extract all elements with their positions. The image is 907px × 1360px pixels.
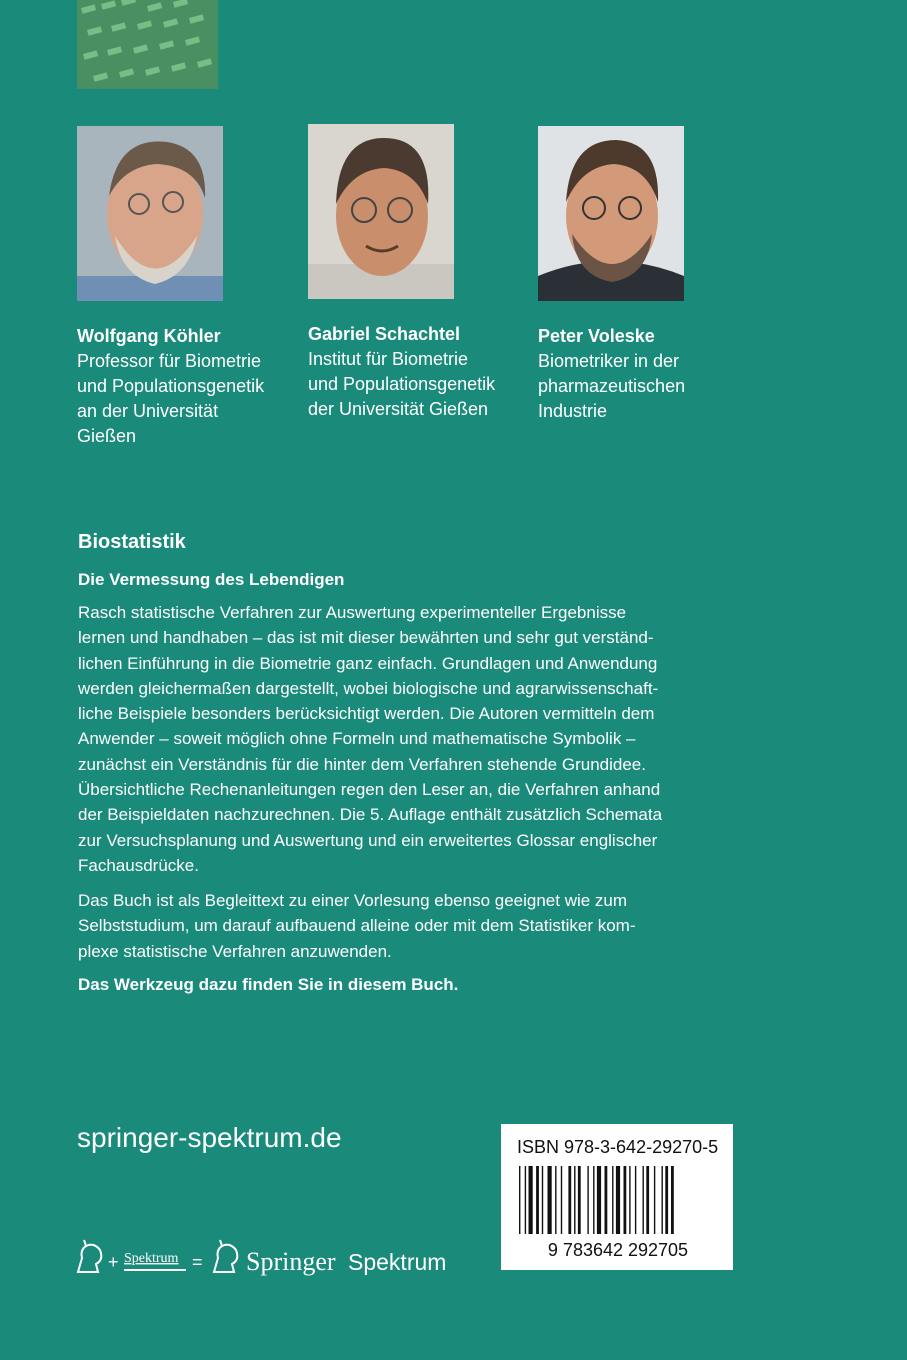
- book-tagline: Das Werkzeug dazu finden Sie in diesem Buch.: [78, 975, 459, 994]
- author-block-schachtel: [308, 322, 513, 422]
- author-affiliation: Institut für Biometrie und Populationsgenetik der Universität Gießen: [308, 349, 496, 419]
- spektrum-logo-text: Spektrum: [124, 1251, 179, 1266]
- logo-equals: =: [192, 1252, 203, 1272]
- author-name: Wolfgang Köhler: [77, 326, 221, 346]
- publisher-logo-row: [74, 1238, 454, 1282]
- spektrum-wordmark: Spektrum: [348, 1249, 447, 1275]
- author-name: Peter Voleske: [538, 326, 655, 346]
- author-name: Gabriel Schachtel: [308, 324, 461, 344]
- author-photo-voleske: [538, 126, 684, 301]
- book-description-secondary: Das Buch ist als Begleittext zu einer Vorlesung ebenso geeignet wie zum Selbststudium, um darauf aufbauend alleine oder mit dem Statistiker kom- plexe statistische Verfahren anzuwenden.: [78, 891, 636, 961]
- author-affiliation: Professor für Biometrie und Populationsgenetik an der Universität Gießen: [77, 351, 265, 446]
- springer-wordmark: Springer: [246, 1247, 336, 1276]
- author-affiliation: Biometriker in der pharmazeutischen Industrie: [538, 351, 686, 421]
- author-photo-koehler: [77, 126, 223, 301]
- isbn-barcode-box: [501, 1124, 733, 1270]
- cover-thumbnail: [77, 0, 218, 89]
- book-title: Biostatistik: [78, 531, 186, 553]
- barcode-icon: [513, 1166, 723, 1258]
- publisher-website[interactable]: springer-spektrum.de: [77, 1122, 342, 1153]
- author-block-voleske: [538, 324, 743, 424]
- author-photo-schachtel: [308, 124, 454, 299]
- author-block-koehler: [77, 324, 292, 449]
- springer-horse-icon: [214, 1240, 237, 1272]
- logo-plus: +: [108, 1252, 119, 1272]
- book-description: Rasch statistische Verfahren zur Auswertung experimenteller Ergebnisse lernen und handhaben – das ist mit dieser bewährten und sehr gut verständ- lichen Einführung in die Biometrie ganz einfach. Grundlagen und Anwendung werden gleichermaßen dargestellt, wobei biologische und agrarwissenschaft- liche Beispiele besonders berücksichtigt werden. Die Autoren vermitteln dem Anwender – soweit möglich ohne Formeln und mathematische Symbolik – zunächst ein Verständnis für die hinter dem Verfahren stehende Grundidee. Übersichtliche Rechenanleitungen regen den Leser an, die Verfahren anhand der Beispieldaten nachzurechnen. Die 5. Auflage enthält zusätzlich Schemata zur Versuchsplanung und Auswertung und ein erweitertes Glossar englischer Fachausdrücke.: [78, 603, 663, 875]
- book-subtitle: Die Vermessung des Lebendigen: [78, 570, 345, 589]
- isbn-label: ISBN 978-3-642-29270-5: [517, 1137, 719, 1157]
- isbn-digits: 9 783642 292705: [547, 1240, 689, 1258]
- springer-horse-icon: [78, 1240, 101, 1272]
